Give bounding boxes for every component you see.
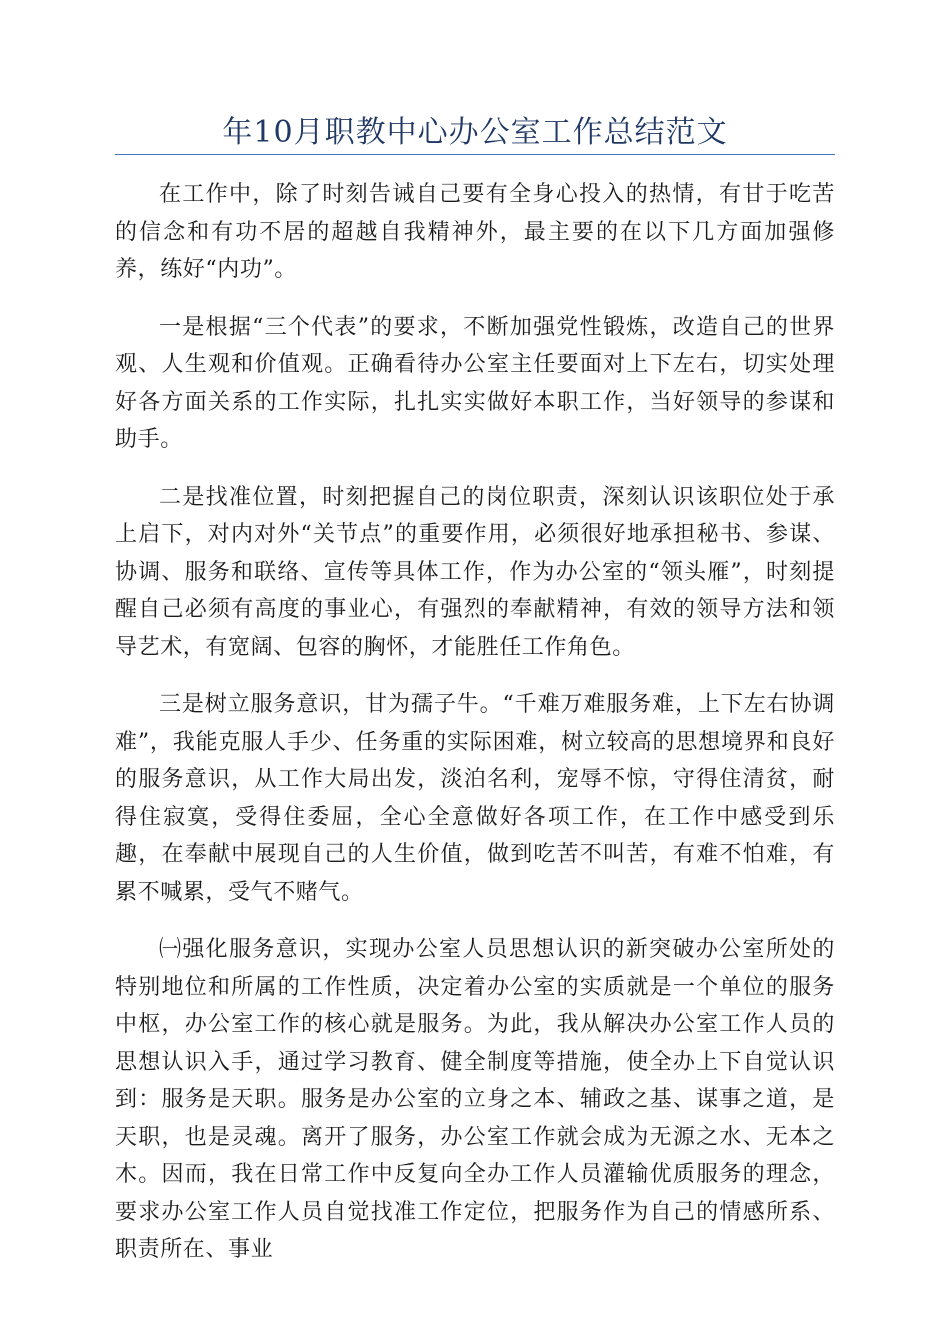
title-underline — [115, 154, 835, 155]
paragraph-point-one: 一是根据“三个代表”的要求，不断加强党性锻炼，改造自己的世界观、人生观和价值观。正确看待办公室主任要面对上下左右，切实处理好各方面关系的工作实际，扎扎实实做好本职工作，当好领导的参谋和助手。 — [115, 314, 835, 452]
paragraph-point-two: 二是找准位置，时刻把握自己的岗位职责，深刻认识该职位处于承上启下，对内对外“关节点”的重要作用，必须很好地承担秘书、参谋、协调、服务和联络、宣传等具体工作，作为办公室的“领头雁”，时刻提醒自己必须有高度的事业心，有强烈的奉献精神，有效的领导方法和领导艺术，有宽阔、包容的胸怀，才能胜任工作角色。 — [115, 484, 835, 660]
document-title: 年10月职教中心办公室工作总结范文 — [222, 115, 728, 150]
paragraph-intro: 在工作中，除了时刻告诫自己要有全身心投入的热情，有甘于吃苦的信念和有功不居的超越自我精神外，最主要的在以下几方面加强修养，练好“内功”。 — [115, 182, 835, 282]
paragraph-point-three: 三是树立服务意识，甘为孺子牛。“千难万难服务难，上下左右协调难”，我能克服人手少、任务重的实际困难，树立较高的思想境界和良好的服务意识，从工作大局出发，淡泊名利，宠辱不惊，守得住清贫，耐得住寂寞，受得住委屈，全心全意做好各项工作，在工作中感受到乐趣，在奉献中展现自己的人生价值，做到吃苦不叫苦，有难不怕难，有累不喊累，受气不赌气。 — [115, 692, 835, 905]
paragraph-service-awareness: ㈠强化服务意识，实现办公室人员思想认识的新突破办公室所处的特别地位和所属的工作性质，决定着办公室的实质就是一个单位的服务中枢，办公室工作的核心就是服务。为此，我从解决办公室工作人员的思想认识入手，通过学习教育、健全制度等措施，使全办上下自觉认识到：服务是天职。服务是办公室的立身之本、辅政之基、谋事之道，是天职，也是灵魂。离开了服务，办公室工作就会成为无源之水、无本之木。因而，我在日常工作中反复向全办工作人员灌输优质服务的理念，要求办公室工作人员自觉找准工作定位，把服务作为自己的情感所系、职责所在、事业 — [115, 937, 835, 1262]
document-body — [115, 176, 835, 1289]
